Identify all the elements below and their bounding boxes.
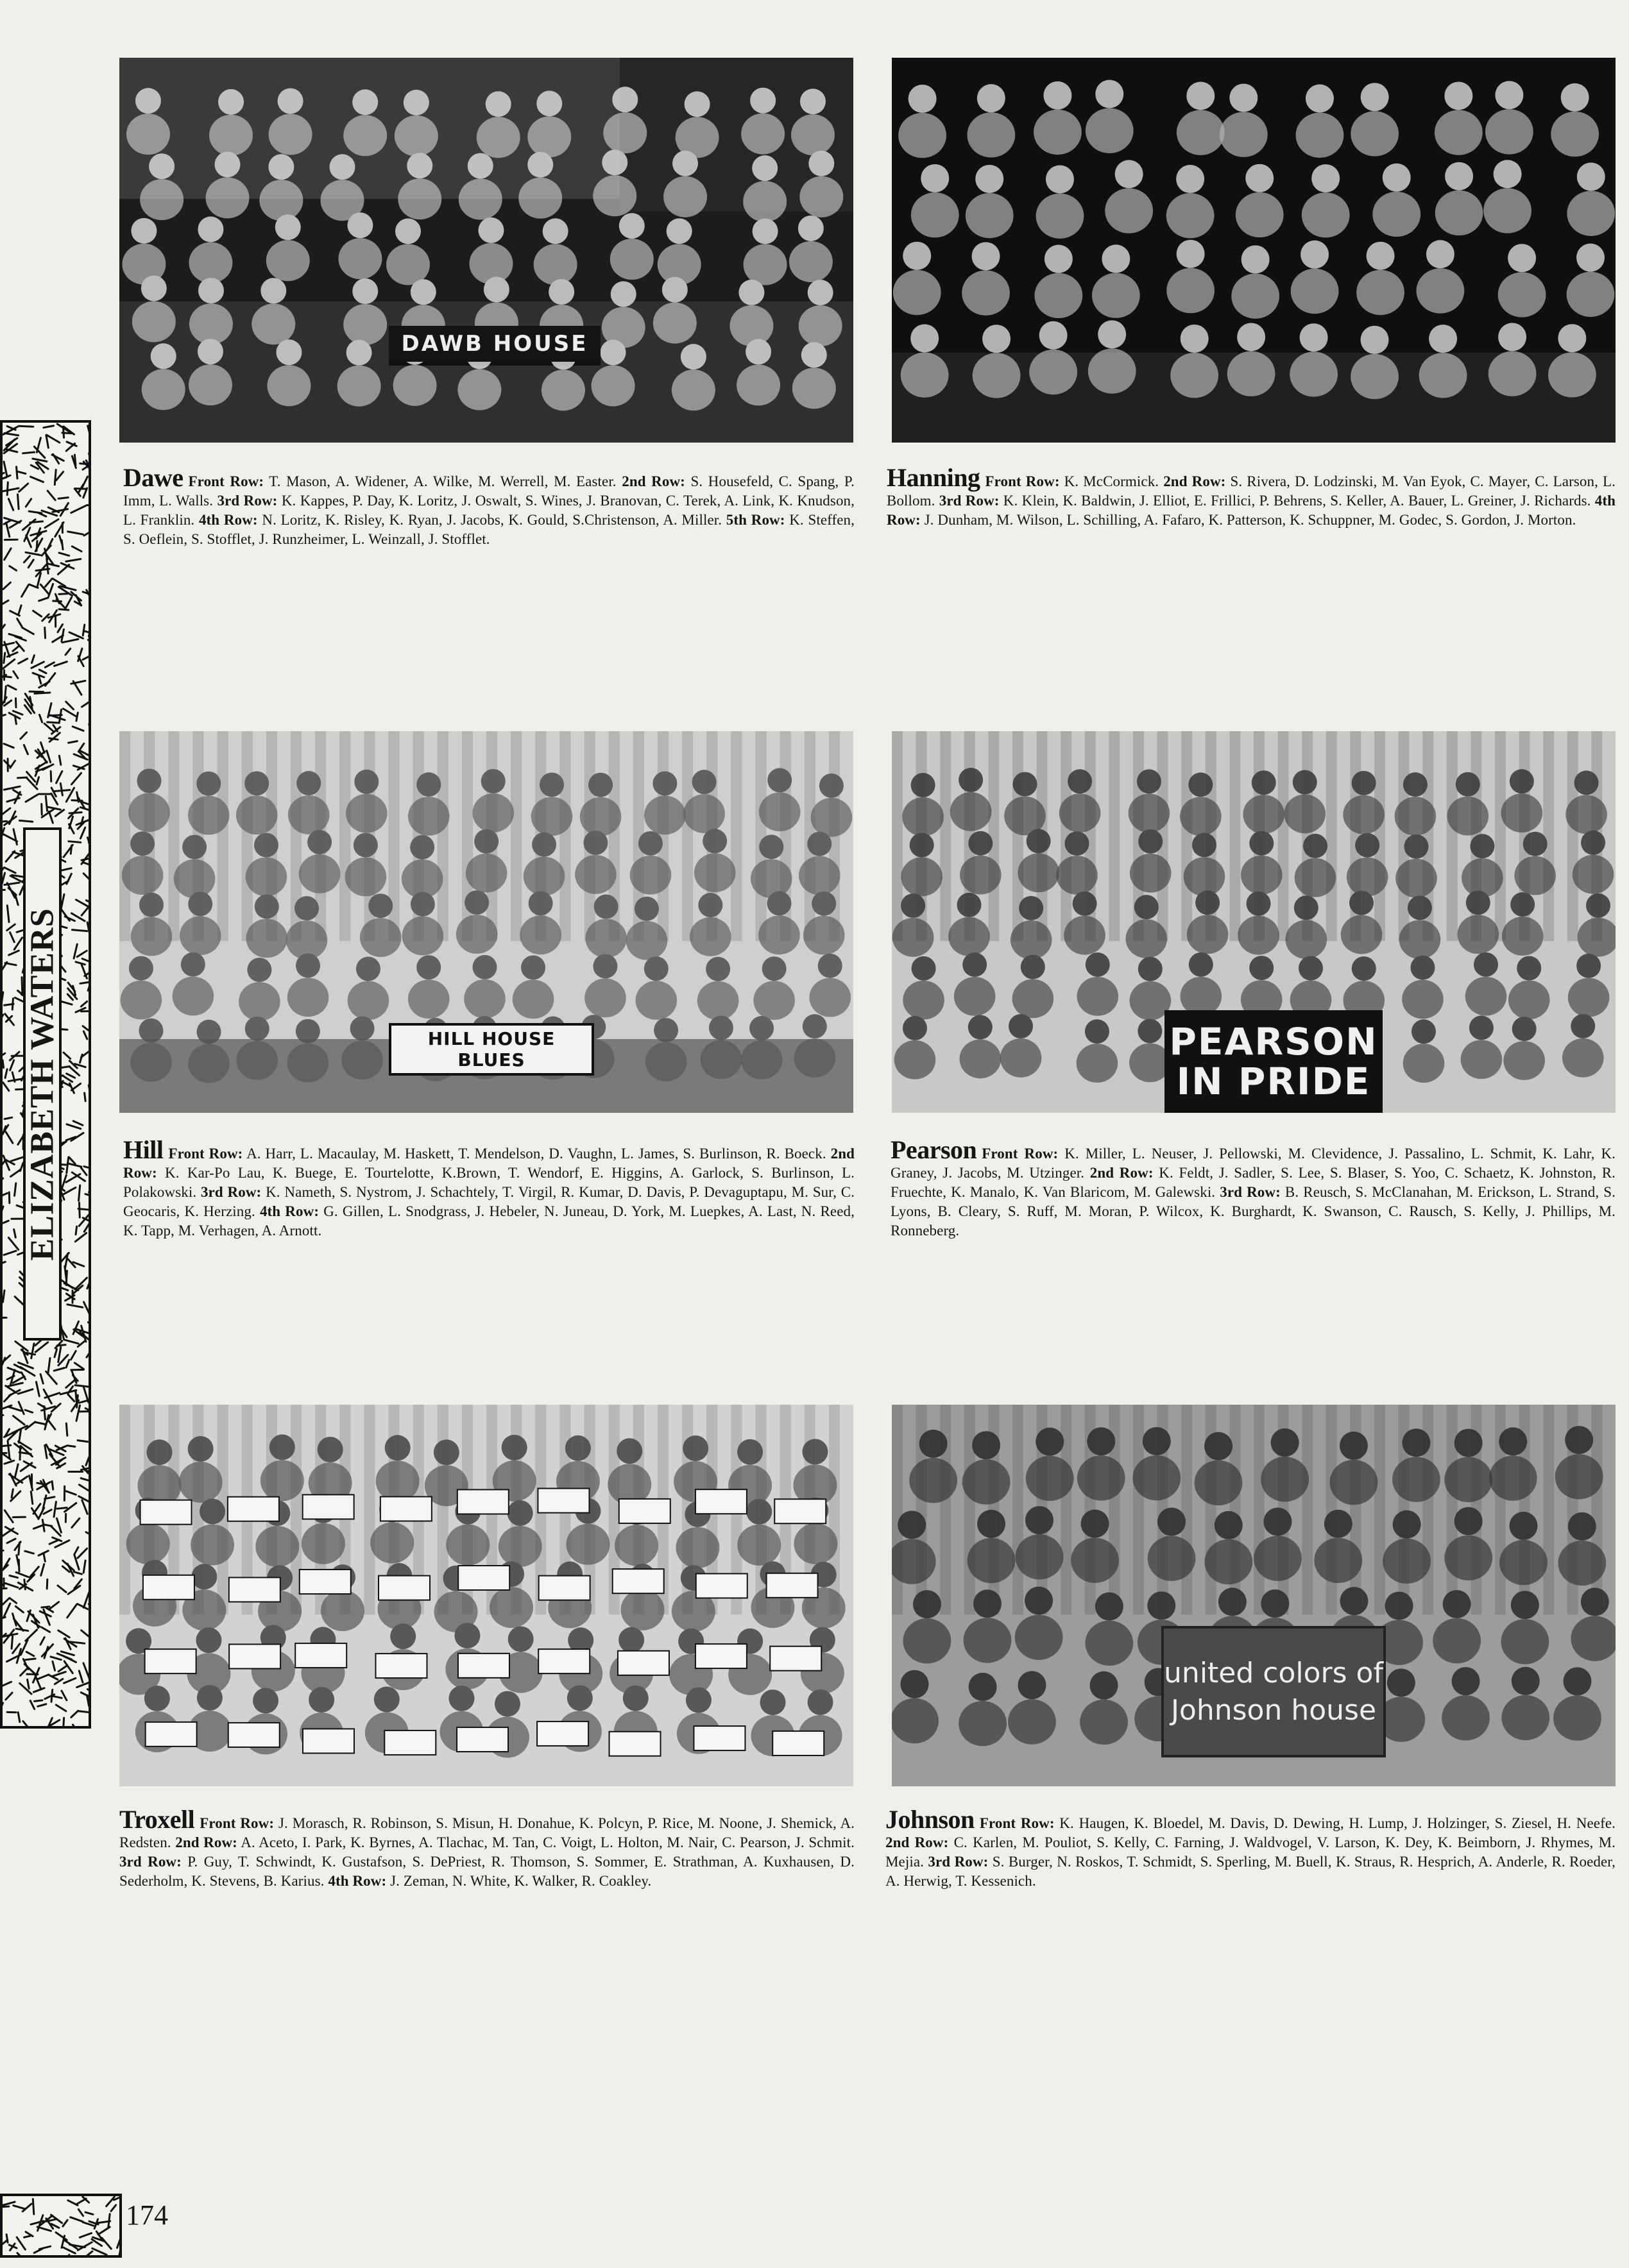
row-names: A. Harr, L. Macaulay, M. Haskett, T. Mendelson, D. Vaughn, L. James, S. Burlinson, R. Boeck. [243, 1146, 831, 1162]
house-name: Johnson [885, 1805, 975, 1834]
row-names: C. Karlen, M. Pouliot, S. Kelly, C. Farning, J. Waldvogel, V. Larson, K. Dey, K. Beimborn, J. Rhymes, M. Mejia. [885, 1834, 1616, 1870]
sidebar-label-box [23, 827, 62, 1341]
photo-hill [119, 731, 853, 1113]
row-names: S. Housefeld, C. Spang, P. Imm, L. Walls. [123, 473, 855, 509]
row-names: S. Rivera, D. Lodzinski, M. Van Eyok, C. Mayer, C. Larson, L. Bollom. [887, 473, 1616, 509]
row-label: Front Row: [200, 1815, 275, 1831]
row-label: 3rd Row: [119, 1854, 182, 1870]
row-names: K. McCormick. [1059, 473, 1164, 489]
photo-troxell [119, 1405, 853, 1786]
row-label: 3rd Row: [939, 493, 1000, 509]
row-names: K. Kappes, P. Day, K. Loritz, J. Oswalt, S. Wines, J. Branovan, C. Terek, A. Link, K. Knudson, L. Franklin. [123, 493, 855, 528]
house-name: Hanning [887, 463, 980, 492]
row-label: 4th Row: [259, 1203, 320, 1219]
row-names: K. Klein, K. Baldwin, J. Elliot, E. Frillici, P. Behrens, S. Keller, A. Bauer, L. Greiner, J. Richards. [999, 493, 1595, 509]
confetti-footer-icon [3, 2196, 122, 2258]
row-names: K. Haugen, K. Bloedel, M. Davis, D. Dewing, H. Lump, J. Holzinger, S. Ziesel, H. Neefe. [1054, 1815, 1616, 1831]
row-label: Front Row: [168, 1146, 243, 1162]
row-names: K. Steffen, S. Oeflein, S. Stofflet, J. Runzheimer, L. Weinzall, J. Stofflet. [123, 512, 855, 547]
photo-pearson [892, 731, 1616, 1113]
row-names: T. Mason, A. Widener, A. Wilke, M. Werrell, M. Easter. [264, 473, 622, 489]
house-name: Pearson [891, 1135, 977, 1164]
sign-hill: HILL HOUSE BLUES [389, 1023, 594, 1076]
row-label: 4th Row: [198, 512, 258, 528]
row-label: 2nd Row: [622, 473, 685, 489]
caption-pearson [891, 1135, 1616, 1240]
row-label: Front Row: [188, 473, 264, 489]
house-name: Dawe [123, 463, 183, 492]
sign-pearson: PEARSON IN PRIDE [1164, 1010, 1383, 1113]
group-photo-dawe-icon [119, 58, 853, 443]
row-names: P. Guy, T. Schwindt, K. Gustafson, S. DePriest, R. Thomson, S. Sommer, E. Strathman, A. Kuxhausen, D. Sederholm, K. Stevens, B. Karius. [119, 1854, 855, 1889]
row-label: Front Row: [985, 473, 1060, 489]
row-label: 2nd Row: [1163, 473, 1226, 489]
house-name: Troxell [119, 1805, 195, 1834]
row-label: Front Row: [982, 1146, 1059, 1162]
caption-johnson [885, 1805, 1616, 1891]
sidebar-label: ELIZABETH WATERS [24, 907, 61, 1261]
caption-hill [123, 1135, 855, 1240]
row-label: 3rd Row: [200, 1184, 262, 1200]
row-label: 2nd Row: [1089, 1165, 1154, 1181]
row-label: 2nd Row: [123, 1146, 855, 1181]
row-label: 2nd Row: [175, 1834, 237, 1850]
row-names: K. Feldt, J. Sadler, S. Lee, S. Blaser, S. Yoo, C. Schaetz, K. Johnston, R. Fruechte, K. Manalo, K. Van Blaricom, M. Galewski. [891, 1165, 1616, 1200]
caption-troxell [119, 1805, 855, 1891]
row-names: S. Burger, N. Roskos, T. Schmidt, S. Sperling, M. Buell, K. Straus, R. Hesprich, A. Anderle, R. Roeder, A. Herwig, T. Kessenich. [885, 1854, 1616, 1889]
row-label: Front Row: [979, 1815, 1055, 1831]
row-label: 3rd Row: [928, 1854, 989, 1870]
row-names: A. Aceto, I. Park, K. Byrnes, A. Tlachac, M. Tan, C. Voigt, L. Holton, M. Nair, C. Pearson, J. Schmit. [237, 1834, 855, 1850]
row-names: J. Morasch, R. Robinson, S. Misun, H. Donahue, K. Polcyn, P. Rice, M. Noone, J. Shemick, A. Redsten. [119, 1815, 855, 1850]
row-label: 4th Row: [887, 493, 1616, 528]
row-label: 4th Row: [328, 1873, 387, 1889]
row-names: K. Kar-Po Lau, K. Buege, E. Tourtelotte, K.Brown, T. Wendorf, E. Higgins, A. Garlock, S. Burlinson, L. Polakowski. [123, 1165, 855, 1200]
row-names: K. Miller, L. Neuser, J. Pellowski, M. Clevidence, J. Passalino, L. Schmit, K. Lahr, K. Graney, J. Jacobs, M. Utzinger. [891, 1146, 1616, 1181]
row-names: J. Zeman, N. White, K. Walker, R. Coakley. [386, 1873, 652, 1889]
page-number: 174 [123, 2199, 171, 2231]
group-photo-hanning-icon [892, 58, 1616, 443]
group-photo-troxell-icon [119, 1405, 853, 1786]
caption-dawe [123, 463, 855, 549]
row-names: B. Reusch, S. McClanahan, M. Erickson, L. Strand, S. Lyons, B. Cleary, S. Ruff, M. Moran, P. Wilcox, K. Burghardt, K. Swanson, C. Rausch, S. Kelly, J. Phillips, M. Ronneberg. [891, 1184, 1616, 1239]
caption-hanning [887, 463, 1616, 530]
row-names: J. Dunham, M. Wilson, L. Schilling, A. Fafaro, K. Patterson, K. Schuppner, M. Godec, S. Gordon, J. Morton. [920, 512, 1576, 528]
photo-johnson [892, 1405, 1616, 1786]
row-label: 3rd Row: [217, 493, 278, 509]
row-names: K. Nameth, S. Nystrom, J. Schachtely, T. Virgil, R. Kumar, D. Davis, P. Devaguptapu, M. Sur, C. Geocaris, K. Herzing. [123, 1184, 855, 1219]
sign-dawe: DAWB HOUSE [389, 326, 601, 362]
row-label: 2nd Row: [885, 1834, 949, 1850]
row-label: 3rd Row: [1220, 1184, 1281, 1200]
photo-dawe [119, 58, 853, 443]
house-name: Hill [123, 1135, 164, 1164]
row-names: N. Loritz, K. Risley, K. Ryan, J. Jacobs, K. Gould, S.Christenson, A. Miller. [257, 512, 726, 528]
row-label: 5th Row: [726, 512, 785, 528]
footer-pattern [0, 2194, 122, 2258]
row-names: G. Gillen, L. Snodgrass, J. Hebeler, N. Juneau, D. York, M. Luepkes, A. Last, N. Reed, K. Tapp, M. Verhagen, A. Arnott. [123, 1203, 855, 1239]
sign-johnson: united colors of Johnson house [1161, 1626, 1386, 1757]
photo-hanning [892, 58, 1616, 443]
